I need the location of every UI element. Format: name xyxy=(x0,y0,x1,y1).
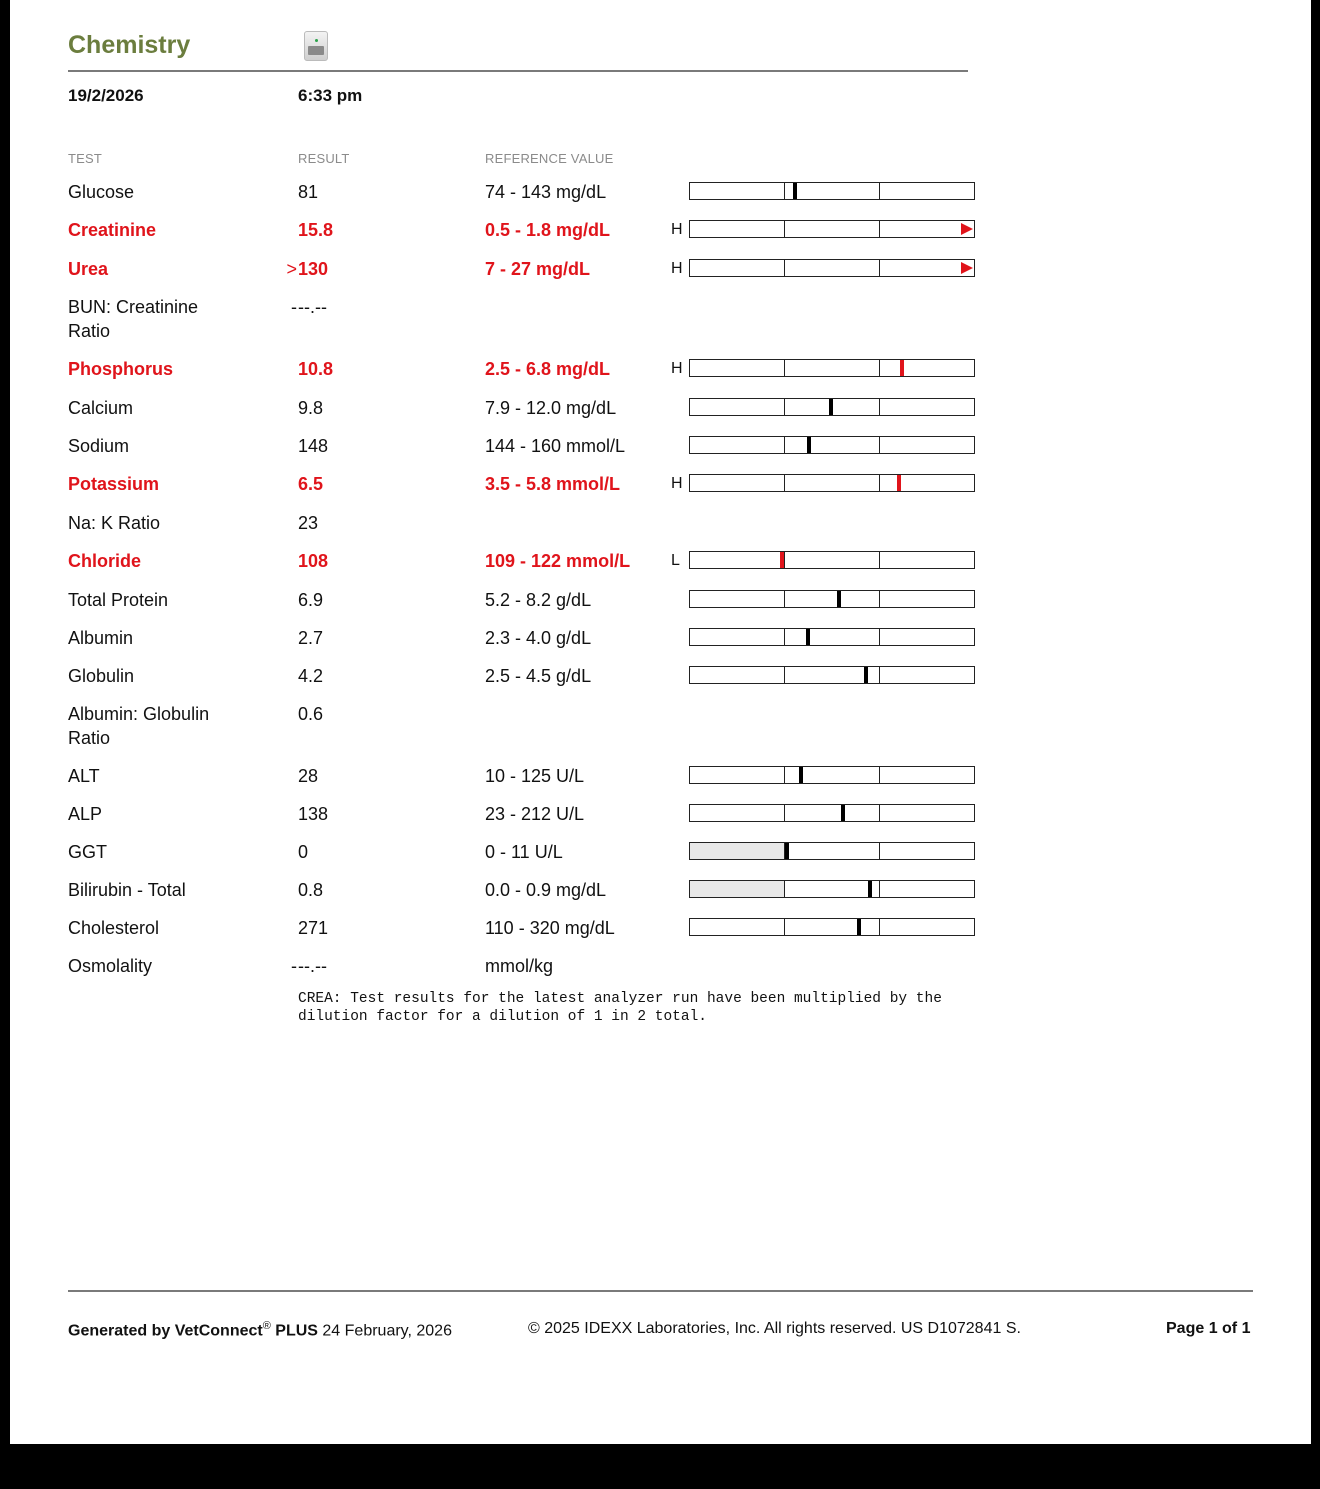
result-value: 6.5 xyxy=(298,474,324,494)
result-value: 138 xyxy=(298,804,329,824)
gauge-divider xyxy=(784,881,785,897)
reference-range: 2.3 - 4.0 g/dL xyxy=(485,628,592,648)
test-result xyxy=(291,954,327,978)
gauge-marker xyxy=(829,399,833,415)
test-name: Chloride xyxy=(68,551,142,571)
test-result xyxy=(298,396,323,420)
run-date: 19/2/2026 xyxy=(68,86,144,105)
gauge-divider xyxy=(784,919,785,935)
result-value: 108 xyxy=(298,551,329,571)
test-result xyxy=(298,764,318,788)
test-result xyxy=(298,434,328,458)
test-name: Calcium xyxy=(68,398,134,418)
range-gauge xyxy=(689,182,975,200)
gauge-divider xyxy=(784,221,785,237)
result-value: 0.6 xyxy=(298,704,324,724)
reference-range: 10 - 125 U/L xyxy=(485,766,585,786)
flag-indicator: H xyxy=(671,360,683,377)
gauge-divider xyxy=(784,183,785,199)
footer-copyright: © 2025 IDEXX Laboratories, Inc. All rights reserved. US D1072841 S. xyxy=(528,1320,1021,1337)
result-prefix: > xyxy=(286,259,297,279)
range-gauge xyxy=(689,398,975,416)
test-result xyxy=(286,257,329,281)
result-value: 4.2 xyxy=(298,666,324,686)
flag-indicator: L xyxy=(671,552,680,569)
gauge-divider xyxy=(879,805,880,821)
test-name: Creatinine xyxy=(68,220,157,240)
test-result xyxy=(298,840,308,864)
range-gauge xyxy=(689,880,975,898)
gauge-divider xyxy=(879,667,880,683)
test-name: Cholesterol xyxy=(68,918,160,938)
reference-range: 2.5 - 4.5 g/dL xyxy=(485,666,592,686)
gauge-divider xyxy=(879,221,880,237)
analyzer-tray-icon xyxy=(308,46,324,55)
reference-range: 2.5 - 6.8 mg/dL xyxy=(485,359,611,379)
footer-plus: PLUS xyxy=(275,1322,318,1340)
result-value: 2.7 xyxy=(298,628,324,648)
test-result xyxy=(298,180,318,204)
test-result xyxy=(298,218,333,242)
test-result xyxy=(298,357,333,381)
analyzer-icon[interactable] xyxy=(304,31,328,61)
header-divider xyxy=(68,70,968,72)
test-name: Glucose xyxy=(68,182,135,202)
gauge-divider xyxy=(784,667,785,683)
range-gauge xyxy=(689,220,975,238)
gauge-marker xyxy=(806,629,810,645)
gauge-divider xyxy=(879,843,880,859)
gauge-divider xyxy=(784,805,785,821)
range-gauge xyxy=(689,842,975,860)
gauge-divider xyxy=(879,767,880,783)
column-header-result: RESULT xyxy=(298,151,350,166)
flag-indicator: H xyxy=(671,221,683,238)
gauge-divider xyxy=(879,475,880,491)
test-name: Potassium xyxy=(68,474,160,494)
gauge-divider xyxy=(784,629,785,645)
gauge-divider xyxy=(784,767,785,783)
test-result xyxy=(298,626,323,650)
out-of-range-arrow-icon xyxy=(961,223,973,235)
range-gauge xyxy=(689,628,975,646)
result-value: 130 xyxy=(298,259,329,279)
gauge-divider xyxy=(879,919,880,935)
gauge-marker xyxy=(864,667,868,683)
reference-range: 7.9 - 12.0 mg/dL xyxy=(485,398,617,418)
page-title: Chemistry xyxy=(68,31,191,59)
reference-range: 110 - 320 mg/dL xyxy=(485,918,615,938)
result-value: 0.8 xyxy=(298,880,324,900)
test-name: Osmolality xyxy=(68,956,153,976)
test-name: Bilirubin - Total xyxy=(68,880,186,900)
footer-date: 24 February, 2026 xyxy=(322,1322,452,1340)
test-result xyxy=(298,916,328,940)
test-name: Na: K Ratio xyxy=(68,513,161,533)
range-gauge xyxy=(689,766,975,784)
gauge-divider xyxy=(879,260,880,276)
test-name: Albumin xyxy=(68,628,134,648)
test-name: Phosphorus xyxy=(68,359,174,379)
gauge-shaded-segment xyxy=(690,843,784,859)
test-result xyxy=(298,802,328,826)
run-time: 6:33 pm xyxy=(298,86,363,105)
gauge-marker xyxy=(807,437,811,453)
result-value: 81 xyxy=(298,182,319,202)
range-gauge xyxy=(689,259,975,277)
result-value: 10.8 xyxy=(298,359,334,379)
gauge-shaded-segment xyxy=(690,881,784,897)
flag-indicator: H xyxy=(671,260,683,277)
flag-indicator: H xyxy=(671,475,683,492)
gauge-marker xyxy=(857,919,861,935)
footer-generated-by: Generated by VetConnect xyxy=(68,1322,263,1340)
range-gauge xyxy=(689,590,975,608)
gauge-divider xyxy=(784,437,785,453)
reference-range: 109 - 122 mmol/L xyxy=(485,551,631,571)
range-gauge xyxy=(689,359,975,377)
footer-page-number: Page 1 of 1 xyxy=(1166,1320,1251,1337)
test-result xyxy=(298,549,328,573)
test-name: Urea xyxy=(68,259,109,279)
result-value: 28 xyxy=(298,766,319,786)
test-name: GGT xyxy=(68,842,107,862)
gauge-marker xyxy=(785,843,789,859)
result-prefix: - xyxy=(291,956,297,976)
result-value: 6.9 xyxy=(298,590,324,610)
report-page xyxy=(10,0,1311,1444)
result-value: 15.8 xyxy=(298,220,334,240)
gauge-marker xyxy=(793,183,797,199)
reference-range: 0.0 - 0.9 mg/dL xyxy=(485,880,607,900)
range-gauge xyxy=(689,918,975,936)
gauge-divider xyxy=(784,360,785,376)
dilution-note: CREA: Test results for the latest analyzer run have been multiplied by the dilution factor for a dilution of 1 in 2 total. xyxy=(298,991,942,1025)
range-gauge xyxy=(689,804,975,822)
reference-range: 23 - 212 U/L xyxy=(485,804,585,824)
reference-range: 0 - 11 U/L xyxy=(485,842,563,862)
gauge-divider xyxy=(879,437,880,453)
gauge-divider xyxy=(879,399,880,415)
gauge-divider xyxy=(784,475,785,491)
test-name: BUN: Creatinine Ratio xyxy=(68,297,199,341)
result-value: 9.8 xyxy=(298,398,324,418)
test-result xyxy=(291,295,327,319)
result-value: 23 xyxy=(298,513,319,533)
analyzer-led-icon xyxy=(315,39,318,42)
footer-divider xyxy=(68,1290,1253,1292)
column-header-reference: REFERENCE VALUE xyxy=(485,151,614,166)
test-result xyxy=(298,878,323,902)
reference-range: 3.5 - 5.8 mmol/L xyxy=(485,474,621,494)
gauge-divider xyxy=(784,260,785,276)
test-result xyxy=(298,588,323,612)
reference-range: 5.2 - 8.2 g/dL xyxy=(485,590,592,610)
result-value: --.-- xyxy=(298,956,327,976)
gauge-divider xyxy=(784,591,785,607)
reference-range: 144 - 160 mmol/L xyxy=(485,436,626,456)
range-gauge xyxy=(689,551,975,569)
gauge-divider xyxy=(879,881,880,897)
reference-range: 74 - 143 mg/dL xyxy=(485,182,607,202)
gauge-marker xyxy=(837,591,841,607)
test-result xyxy=(298,702,323,726)
gauge-divider xyxy=(879,183,880,199)
footer-generated xyxy=(68,1320,452,1340)
reference-range: 0.5 - 1.8 mg/dL xyxy=(485,220,611,240)
range-gauge xyxy=(689,474,975,492)
test-result xyxy=(298,511,318,535)
test-result xyxy=(298,664,323,688)
gauge-divider xyxy=(879,591,880,607)
reference-range: 7 - 27 mg/dL xyxy=(485,259,591,279)
test-name: Sodium xyxy=(68,436,130,456)
gauge-divider xyxy=(879,552,880,568)
registered-mark: ® xyxy=(262,1320,271,1332)
result-value: 148 xyxy=(298,436,329,456)
result-value: 0 xyxy=(298,842,309,862)
gauge-divider xyxy=(784,552,785,568)
test-name: ALP xyxy=(68,804,103,824)
out-of-range-arrow-icon xyxy=(961,262,973,274)
reference-range: mmol/kg xyxy=(485,956,554,976)
result-value: 271 xyxy=(298,918,329,938)
test-result xyxy=(298,472,323,496)
test-name: Globulin xyxy=(68,666,135,686)
gauge-marker xyxy=(780,552,784,568)
test-name: ALT xyxy=(68,766,100,786)
test-name: Albumin: Globulin Ratio xyxy=(68,704,210,748)
test-name: Total Protein xyxy=(68,590,169,610)
gauge-divider xyxy=(879,629,880,645)
range-gauge xyxy=(689,436,975,454)
range-gauge xyxy=(689,666,975,684)
result-value: --.-- xyxy=(298,297,327,317)
gauge-marker xyxy=(868,881,872,897)
gauge-divider xyxy=(879,360,880,376)
gauge-marker xyxy=(841,805,845,821)
gauge-divider xyxy=(784,399,785,415)
result-prefix: - xyxy=(291,297,297,317)
gauge-marker xyxy=(799,767,803,783)
column-header-test: TEST xyxy=(68,151,103,166)
gauge-marker xyxy=(897,475,901,491)
gauge-marker xyxy=(900,360,904,376)
